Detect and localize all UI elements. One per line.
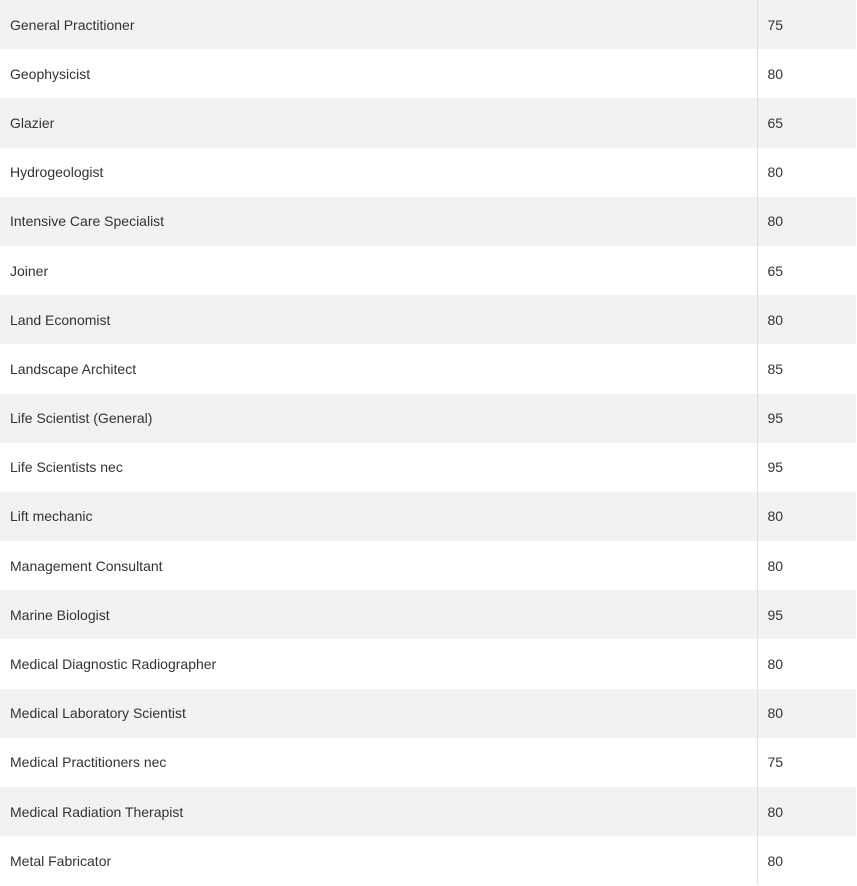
occupation-cell: Geophysicist	[0, 49, 757, 98]
table-row	[0, 197, 856, 246]
occupation-cell: Intensive Care Specialist	[0, 197, 757, 246]
occupation-cell: Landscape Architect	[0, 344, 757, 393]
table-row	[0, 590, 856, 639]
points-cell: 95	[757, 443, 856, 492]
points-cell: 80	[757, 541, 856, 590]
occupation-cell: General Practitioner	[0, 0, 757, 49]
table-row	[0, 246, 856, 295]
points-cell: 80	[757, 787, 856, 836]
occupation-cell: Hydrogeologist	[0, 148, 757, 197]
table-row	[0, 49, 856, 98]
points-cell: 75	[757, 0, 856, 49]
occupation-cell: Medical Diagnostic Radiographer	[0, 639, 757, 688]
table-row	[0, 492, 856, 541]
table-row	[0, 689, 856, 738]
table-row	[0, 344, 856, 393]
occupation-cell: Land Economist	[0, 295, 757, 344]
points-cell: 80	[757, 49, 856, 98]
occupation-cell: Medical Laboratory Scientist	[0, 689, 757, 738]
table-row	[0, 295, 856, 344]
occupation-cell: Medical Practitioners nec	[0, 738, 757, 787]
points-cell: 65	[757, 98, 856, 147]
points-cell: 95	[757, 590, 856, 639]
occupation-cell: Life Scientists nec	[0, 443, 757, 492]
table-row	[0, 738, 856, 787]
table-row	[0, 443, 856, 492]
points-cell: 80	[757, 492, 856, 541]
points-cell: 80	[757, 295, 856, 344]
occupation-cell: Joiner	[0, 246, 757, 295]
occupation-cell: Marine Biologist	[0, 590, 757, 639]
occupation-cell: Lift mechanic	[0, 492, 757, 541]
table-row	[0, 639, 856, 688]
points-cell: 95	[757, 394, 856, 443]
points-cell: 85	[757, 344, 856, 393]
points-cell: 80	[757, 689, 856, 738]
points-cell: 80	[757, 148, 856, 197]
points-cell: 80	[757, 639, 856, 688]
table-row	[0, 787, 856, 836]
occupation-cell: Glazier	[0, 98, 757, 147]
occupation-cell: Life Scientist (General)	[0, 394, 757, 443]
table-row	[0, 98, 856, 147]
table-row	[0, 148, 856, 197]
occupation-cell: Medical Radiation Therapist	[0, 787, 757, 836]
points-cell: 65	[757, 246, 856, 295]
points-cell: 80	[757, 197, 856, 246]
occupation-cell: Metal Fabricator	[0, 836, 757, 885]
points-cell: 75	[757, 738, 856, 787]
table-row	[0, 541, 856, 590]
occupation-cell: Management Consultant	[0, 541, 757, 590]
table-row	[0, 836, 856, 885]
table-row	[0, 394, 856, 443]
points-cell: 80	[757, 836, 856, 885]
table-row	[0, 0, 856, 49]
